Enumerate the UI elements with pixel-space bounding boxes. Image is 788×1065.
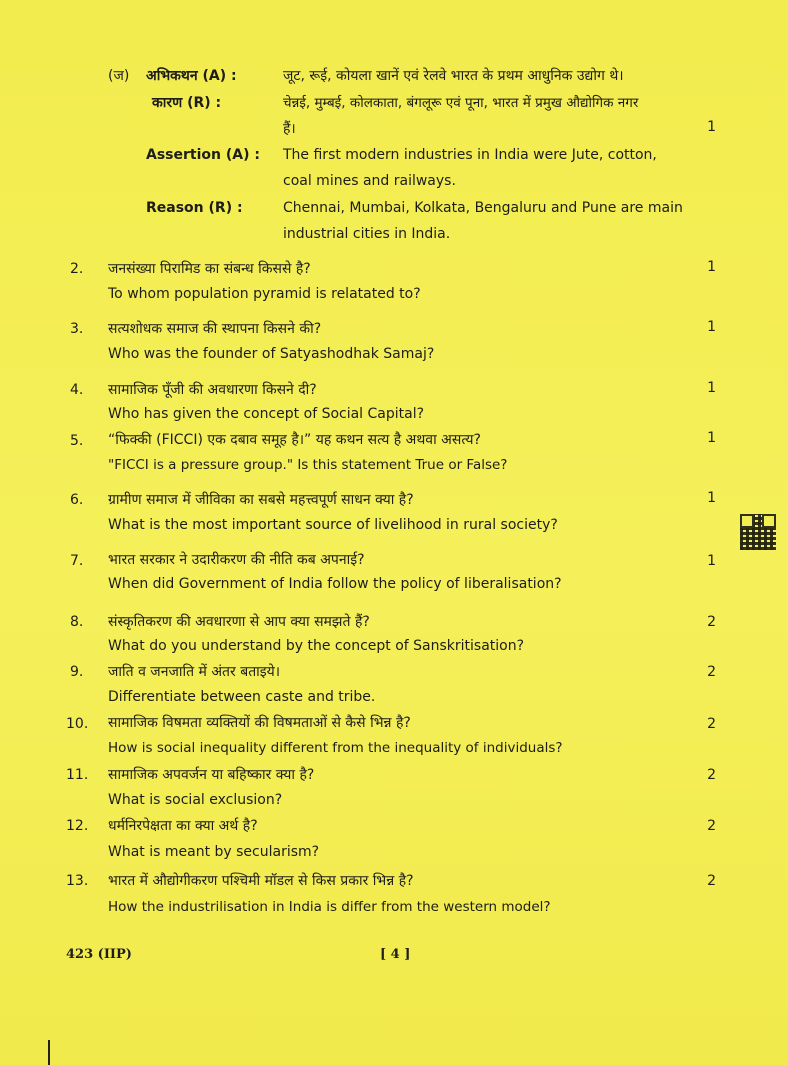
question-number: 6. bbox=[70, 492, 84, 508]
hi-reason-text-cont: हैं। bbox=[283, 121, 296, 137]
question-number: 7. bbox=[70, 553, 84, 569]
question-english: To whom population pyramid is relatated to? bbox=[108, 286, 421, 302]
question-hindi: सत्यशोधक समाज की स्थापना किसने की? bbox=[108, 321, 322, 337]
question-english: When did Government of India follow the policy of liberalisation? bbox=[108, 576, 562, 592]
question-hindi: ग्रामीण समाज में जीविका का सबसे महत्त्वपूर्ण साधन क्या है? bbox=[108, 492, 414, 508]
paper-code: 423 (IIP) bbox=[66, 947, 132, 962]
question-hindi: भारत में औद्योगीकरण पश्चिमी मॉडल से किस प्रकार भिन्न है? bbox=[108, 873, 414, 889]
question-english: Who was the founder of Satyashodhak Samaj? bbox=[108, 346, 435, 362]
marks: 2 bbox=[707, 818, 716, 834]
marks: 1 bbox=[707, 430, 716, 446]
question-number: 12. bbox=[66, 818, 89, 834]
question-number: 4. bbox=[70, 382, 84, 398]
en-reason-text: Chennai, Mumbai, Kolkata, Bengaluru and Pune are main bbox=[283, 200, 683, 216]
question-number: 13. bbox=[66, 873, 89, 889]
question-english: How is social inequality different from the inequality of individuals? bbox=[108, 740, 563, 756]
question-hindi: जाति व जनजाति में अंतर बताइये। bbox=[108, 664, 281, 680]
question-english: What is meant by secularism? bbox=[108, 844, 320, 860]
item-label: (ज) bbox=[108, 68, 130, 84]
question-number: 3. bbox=[70, 321, 84, 337]
marks: 1 bbox=[707, 553, 716, 569]
hi-assertion-text: जूट, रूई, कोयला खानें एवं रेलवे भारत के प्रथम आधुनिक उद्योग थे। bbox=[283, 68, 624, 84]
marks: 1 bbox=[707, 380, 716, 396]
marks: 1 bbox=[707, 319, 716, 335]
marks: 1 bbox=[707, 119, 716, 135]
marks: 2 bbox=[707, 873, 716, 889]
marks: 1 bbox=[707, 259, 716, 275]
question-english: Differentiate between caste and tribe. bbox=[108, 689, 376, 705]
question-number: 10. bbox=[66, 716, 89, 732]
question-english: What do you understand by the concept of Sanskritisation? bbox=[108, 638, 525, 654]
en-assertion-label: Assertion (A) : bbox=[146, 147, 260, 163]
question-hindi: सामाजिक पूँजी की अवधारणा किसने दी? bbox=[108, 382, 317, 398]
question-hindi: धर्मनिरपेक्षता का क्या अर्थ है? bbox=[108, 818, 258, 834]
question-number: 8. bbox=[70, 614, 84, 630]
question-number: 5. bbox=[70, 433, 84, 449]
question-hindi: सामाजिक विषमता व्यक्तियों की विषमताओं से कैसे भिन्न है? bbox=[108, 715, 411, 731]
question-number: 2. bbox=[70, 261, 84, 277]
hi-assertion-label: अभिकथन (A) : bbox=[146, 68, 237, 84]
question-hindi: सामाजिक अपवर्जन या बहिष्कार क्या है? bbox=[108, 767, 315, 783]
scan-edge-mark bbox=[48, 1040, 50, 1065]
page-number: [ 4 ] bbox=[380, 947, 411, 962]
question-hindi: “फिक्की (FICCI) एक दबाव समूह है।” यह कथन सत्य है अथवा असत्य? bbox=[108, 432, 481, 448]
marks: 1 bbox=[707, 490, 716, 506]
hi-reason-text: चेन्नई, मुम्बई, कोलकाता, बंगलूरू एवं पूना, भारत में प्रमुख औद्योगिक नगर bbox=[283, 95, 639, 111]
question-hindi: संस्कृतिकरण की अवधारणा से आप क्या समझते हैं? bbox=[108, 614, 370, 630]
hi-reason-label: कारण (R) : bbox=[152, 95, 222, 111]
question-english: What is social exclusion? bbox=[108, 792, 283, 808]
question-english: Who has given the concept of Social Capital? bbox=[108, 406, 425, 422]
marks: 2 bbox=[707, 614, 716, 630]
en-reason-text-cont: industrial cities in India. bbox=[283, 226, 451, 242]
question-hindi: भारत सरकार ने उदारीकरण की नीति कब अपनाई? bbox=[108, 552, 365, 568]
en-assertion-text-cont: coal mines and railways. bbox=[283, 173, 456, 189]
marks: 2 bbox=[707, 716, 716, 732]
question-english: "FICCI is a pressure group." Is this statement True or False? bbox=[108, 457, 508, 473]
marks: 2 bbox=[707, 767, 716, 783]
en-reason-label: Reason (R) : bbox=[146, 200, 243, 216]
question-number: 11. bbox=[66, 767, 89, 783]
question-hindi: जनसंख्या पिरामिड का संबन्ध किससे है? bbox=[108, 261, 311, 277]
question-english: How the industrilisation in India is differ from the western model? bbox=[108, 899, 551, 915]
marks: 2 bbox=[707, 664, 716, 680]
qr-code-icon bbox=[740, 514, 776, 550]
en-assertion-text: The first modern industries in India were Jute, cotton, bbox=[283, 147, 657, 163]
question-english: What is the most important source of livelihood in rural society? bbox=[108, 517, 558, 533]
question-number: 9. bbox=[70, 664, 84, 680]
